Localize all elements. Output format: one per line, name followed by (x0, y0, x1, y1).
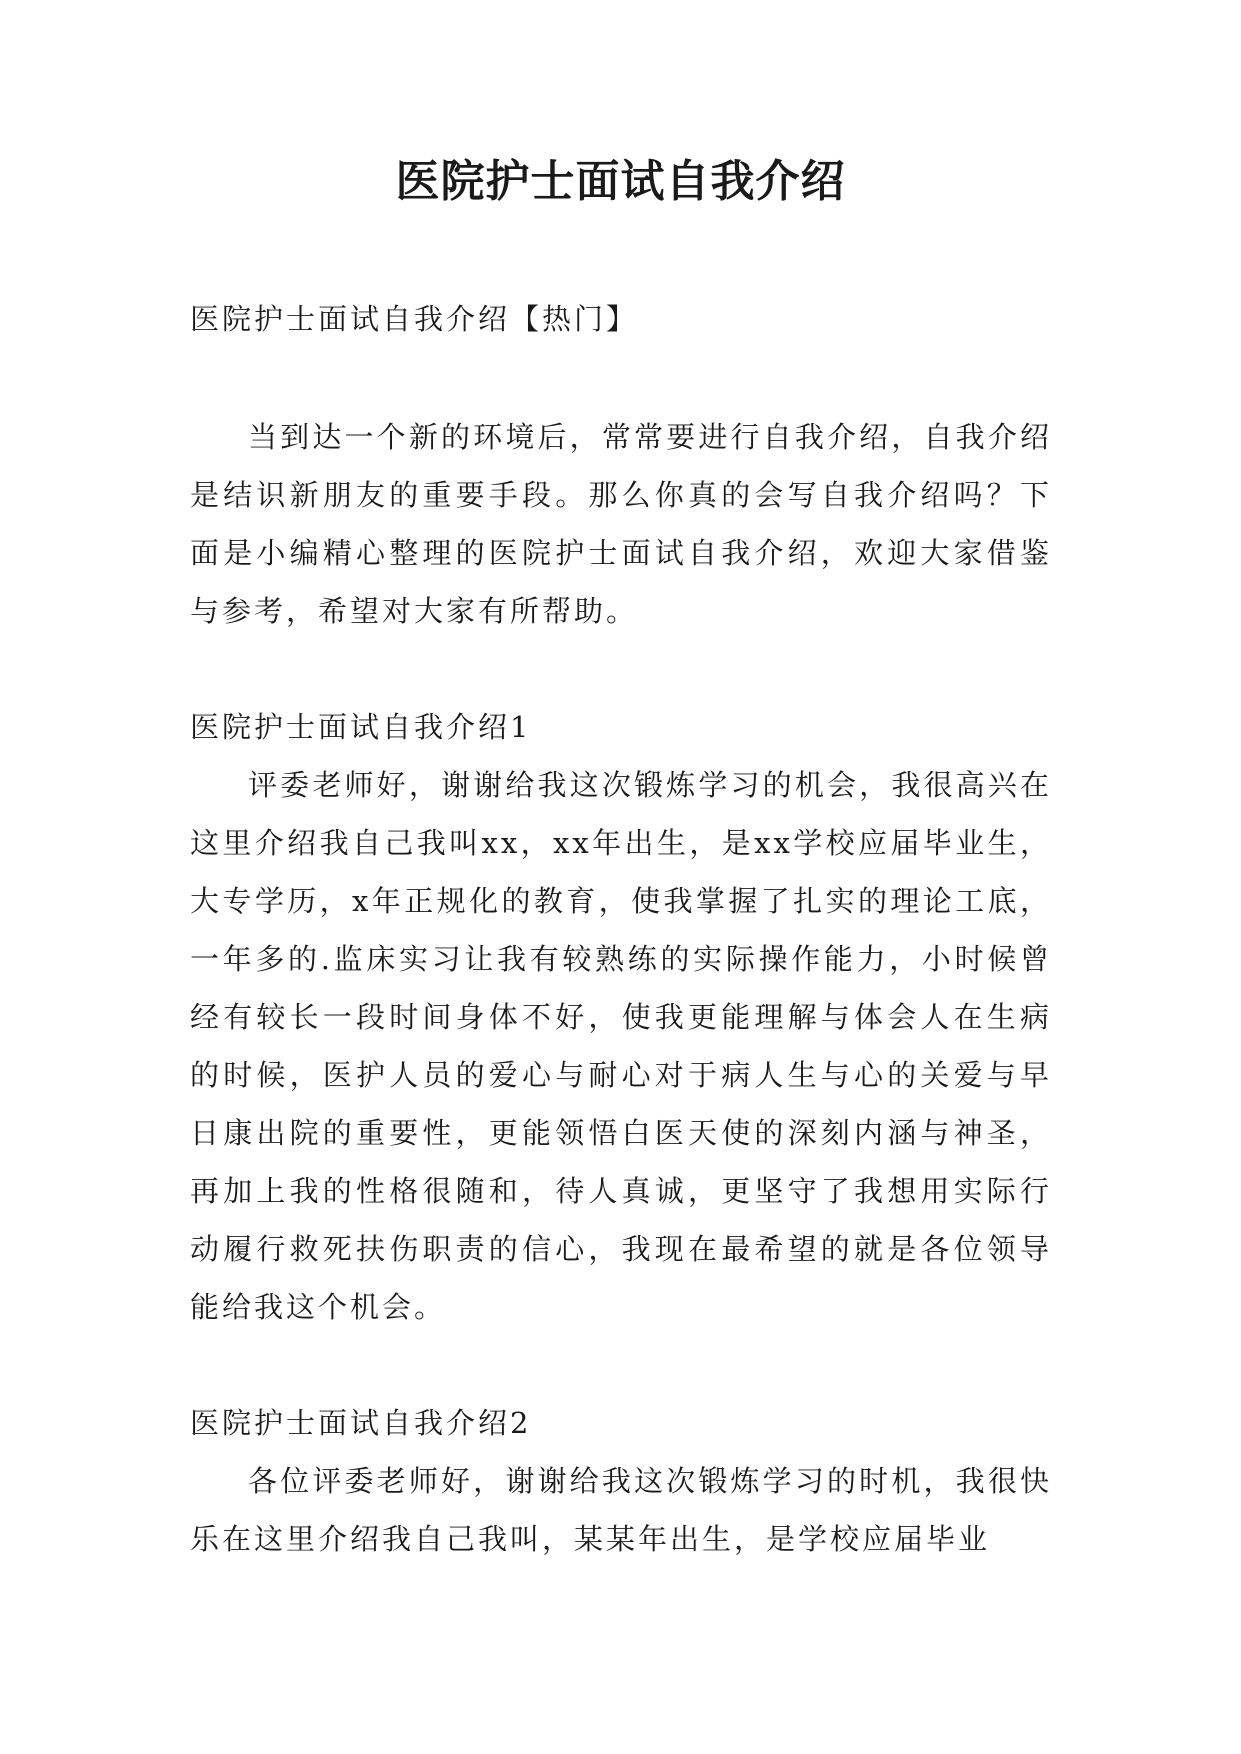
spacer (190, 640, 1052, 698)
spacer (190, 348, 1052, 408)
document-subtitle: 医院护士面试自我介绍【热门】 (190, 302, 639, 336)
section-body-1: 评委老师好，谢谢给我这次锻炼学习的机会，我很高兴在这里介绍我自己我叫xx，xx年出生，是xx学校应届毕业生，大专学历，x年正规化的教育，使我掌握了扎实的理论工底，一年多的.监床实习让我有较熟练的实际操作能力，小时候曾经有较长一段时间身体不好，使我更能理解与体会人在生病的时候，医护人员的爱心与耐心对于病人生与心的关爱与早日康出院的重要性，更能领悟白医天使的深刻内涵与神圣，再加上我的性格很随和，待人真诚，更坚守了我想用实际行动履行救死扶伤职责的信心，我现在最希望的就是各位领导能给我这个机会。 (190, 768, 1052, 1324)
document-body (190, 290, 1052, 1568)
intro-paragraph: 当到达一个新的环境后，常常要进行自我介绍，自我介绍是结识新朋友的重要手段。那么你真的会写自我介绍吗？下面是小编精心整理的医院护士面试自我介绍，欢迎大家借鉴与参考，希望对大家有所帮助。 (190, 420, 1052, 628)
section-body-2: 各位评委老师好，谢谢给我这次锻炼学习的时机，我很快乐在这里介绍我自己我叫，某某年出生，是学校应届毕业 (190, 1464, 1052, 1556)
section-heading-2: 医院护士面试自我介绍2 (190, 1406, 532, 1440)
section-heading-1: 医院护士面试自我介绍1 (190, 710, 532, 744)
document-title: 医院护士面试自我介绍 (395, 156, 846, 207)
spacer (190, 1336, 1052, 1394)
